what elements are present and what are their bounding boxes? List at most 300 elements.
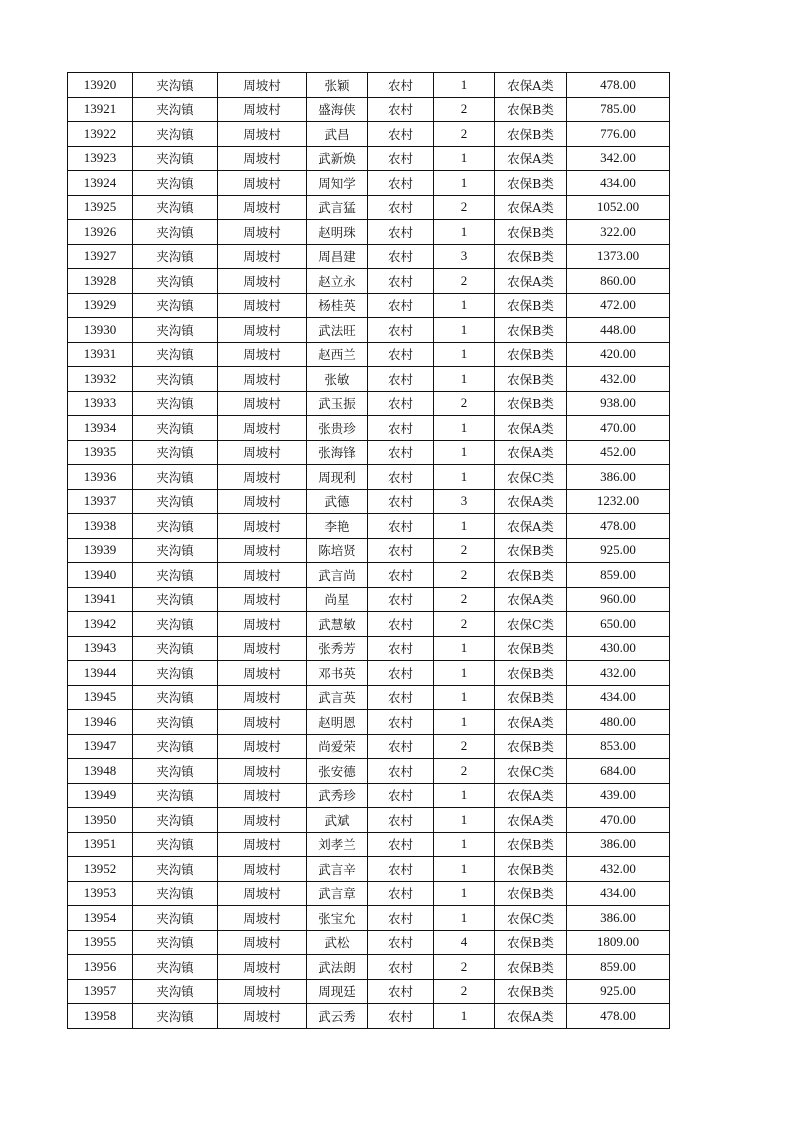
cell-member-count: 1: [434, 661, 495, 686]
cell-insurance-category: 农保A类: [495, 440, 567, 465]
cell-town: 夹沟镇: [133, 685, 218, 710]
cell-household-type: 农村: [368, 391, 434, 416]
cell-insurance-category: 农保A类: [495, 587, 567, 612]
cell-household-type: 农村: [368, 685, 434, 710]
cell-person-name: 周现廷: [307, 979, 368, 1004]
cell-amount: 478.00: [567, 514, 670, 539]
cell-household-type: 农村: [368, 440, 434, 465]
cell-insurance-category: 农保B类: [495, 538, 567, 563]
table-row: [68, 514, 670, 539]
cell-record-id: 13933: [68, 391, 133, 416]
cell-town: 夹沟镇: [133, 318, 218, 343]
cell-member-count: 3: [434, 489, 495, 514]
cell-person-name: 邓书英: [307, 661, 368, 686]
cell-insurance-category: 农保A类: [495, 514, 567, 539]
cell-member-count: 1: [434, 808, 495, 833]
cell-member-count: 1: [434, 465, 495, 490]
cell-amount: 776.00: [567, 122, 670, 147]
cell-village: 周坡村: [218, 783, 307, 808]
table-row: [68, 269, 670, 294]
cell-record-id: 13921: [68, 97, 133, 122]
cell-person-name: 周昌建: [307, 244, 368, 269]
cell-insurance-category: 农保B类: [495, 220, 567, 245]
cell-town: 夹沟镇: [133, 979, 218, 1004]
cell-record-id: 13934: [68, 416, 133, 441]
cell-household-type: 农村: [368, 783, 434, 808]
cell-village: 周坡村: [218, 685, 307, 710]
cell-member-count: 1: [434, 710, 495, 735]
cell-member-count: 4: [434, 930, 495, 955]
cell-record-id: 13938: [68, 514, 133, 539]
cell-record-id: 13939: [68, 538, 133, 563]
cell-member-count: 1: [434, 636, 495, 661]
cell-household-type: 农村: [368, 122, 434, 147]
table-row: [68, 342, 670, 367]
cell-village: 周坡村: [218, 73, 307, 98]
table-row: [68, 587, 670, 612]
cell-household-type: 农村: [368, 612, 434, 637]
cell-person-name: 武言辛: [307, 857, 368, 882]
cell-insurance-category: 农保A类: [495, 146, 567, 171]
cell-member-count: 1: [434, 514, 495, 539]
cell-amount: 430.00: [567, 636, 670, 661]
cell-record-id: 13941: [68, 587, 133, 612]
cell-village: 周坡村: [218, 661, 307, 686]
table-row: [68, 146, 670, 171]
cell-village: 周坡村: [218, 122, 307, 147]
cell-village: 周坡村: [218, 906, 307, 931]
cell-town: 夹沟镇: [133, 661, 218, 686]
cell-household-type: 农村: [368, 146, 434, 171]
data-table: [67, 72, 670, 1029]
table-row: [68, 906, 670, 931]
cell-town: 夹沟镇: [133, 734, 218, 759]
cell-town: 夹沟镇: [133, 563, 218, 588]
cell-person-name: 武法旺: [307, 318, 368, 343]
cell-village: 周坡村: [218, 759, 307, 784]
cell-amount: 439.00: [567, 783, 670, 808]
cell-member-count: 2: [434, 734, 495, 759]
cell-household-type: 农村: [368, 244, 434, 269]
cell-village: 周坡村: [218, 342, 307, 367]
cell-person-name: 武慧敏: [307, 612, 368, 637]
cell-member-count: 1: [434, 783, 495, 808]
table-row: [68, 563, 670, 588]
cell-town: 夹沟镇: [133, 832, 218, 857]
cell-record-id: 13927: [68, 244, 133, 269]
cell-person-name: 张宝允: [307, 906, 368, 931]
table-row: [68, 416, 670, 441]
cell-record-id: 13949: [68, 783, 133, 808]
cell-person-name: 武言英: [307, 685, 368, 710]
cell-record-id: 13923: [68, 146, 133, 171]
cell-town: 夹沟镇: [133, 759, 218, 784]
cell-town: 夹沟镇: [133, 857, 218, 882]
table-body: [68, 73, 670, 1029]
cell-town: 夹沟镇: [133, 73, 218, 98]
cell-person-name: 武言猛: [307, 195, 368, 220]
cell-household-type: 农村: [368, 636, 434, 661]
cell-insurance-category: 农保B类: [495, 563, 567, 588]
cell-amount: 434.00: [567, 881, 670, 906]
cell-village: 周坡村: [218, 220, 307, 245]
cell-household-type: 农村: [368, 661, 434, 686]
table-row: [68, 881, 670, 906]
cell-amount: 386.00: [567, 832, 670, 857]
cell-village: 周坡村: [218, 710, 307, 735]
cell-town: 夹沟镇: [133, 587, 218, 612]
cell-insurance-category: 农保B类: [495, 171, 567, 196]
cell-member-count: 1: [434, 416, 495, 441]
cell-town: 夹沟镇: [133, 881, 218, 906]
cell-record-id: 13924: [68, 171, 133, 196]
table-row: [68, 73, 670, 98]
table-row: [68, 685, 670, 710]
cell-amount: 470.00: [567, 808, 670, 833]
cell-record-id: 13953: [68, 881, 133, 906]
cell-record-id: 13948: [68, 759, 133, 784]
table-row: [68, 220, 670, 245]
cell-village: 周坡村: [218, 563, 307, 588]
cell-record-id: 13931: [68, 342, 133, 367]
cell-member-count: 2: [434, 563, 495, 588]
cell-amount: 478.00: [567, 73, 670, 98]
cell-amount: 785.00: [567, 97, 670, 122]
table-row: [68, 857, 670, 882]
cell-amount: 925.00: [567, 979, 670, 1004]
cell-record-id: 13958: [68, 1004, 133, 1029]
cell-household-type: 农村: [368, 587, 434, 612]
cell-insurance-category: 农保A类: [495, 269, 567, 294]
cell-village: 周坡村: [218, 955, 307, 980]
cell-amount: 480.00: [567, 710, 670, 735]
cell-member-count: 1: [434, 440, 495, 465]
cell-town: 夹沟镇: [133, 612, 218, 637]
cell-person-name: 周现利: [307, 465, 368, 490]
cell-town: 夹沟镇: [133, 122, 218, 147]
table-row: [68, 1004, 670, 1029]
cell-record-id: 13944: [68, 661, 133, 686]
table-row: [68, 440, 670, 465]
cell-town: 夹沟镇: [133, 244, 218, 269]
cell-record-id: 13951: [68, 832, 133, 857]
table-row: [68, 97, 670, 122]
cell-insurance-category: 农保B类: [495, 122, 567, 147]
cell-household-type: 农村: [368, 832, 434, 857]
cell-person-name: 张秀芳: [307, 636, 368, 661]
table-row: [68, 244, 670, 269]
cell-town: 夹沟镇: [133, 391, 218, 416]
cell-member-count: 1: [434, 293, 495, 318]
cell-member-count: 2: [434, 612, 495, 637]
cell-amount: 432.00: [567, 857, 670, 882]
cell-person-name: 武松: [307, 930, 368, 955]
table-row: [68, 930, 670, 955]
cell-record-id: 13955: [68, 930, 133, 955]
cell-insurance-category: 农保B类: [495, 832, 567, 857]
cell-record-id: 13945: [68, 685, 133, 710]
cell-town: 夹沟镇: [133, 465, 218, 490]
cell-amount: 472.00: [567, 293, 670, 318]
cell-amount: 1052.00: [567, 195, 670, 220]
cell-household-type: 农村: [368, 489, 434, 514]
cell-household-type: 农村: [368, 759, 434, 784]
cell-person-name: 尚星: [307, 587, 368, 612]
cell-insurance-category: 农保B类: [495, 734, 567, 759]
cell-insurance-category: 农保B类: [495, 391, 567, 416]
cell-town: 夹沟镇: [133, 930, 218, 955]
cell-person-name: 武言章: [307, 881, 368, 906]
cell-person-name: 赵明恩: [307, 710, 368, 735]
cell-village: 周坡村: [218, 514, 307, 539]
cell-person-name: 武玉振: [307, 391, 368, 416]
cell-household-type: 农村: [368, 538, 434, 563]
cell-insurance-category: 农保B类: [495, 881, 567, 906]
cell-amount: 420.00: [567, 342, 670, 367]
cell-insurance-category: 农保B类: [495, 636, 567, 661]
cell-insurance-category: 农保A类: [495, 489, 567, 514]
cell-amount: 859.00: [567, 955, 670, 980]
cell-member-count: 2: [434, 269, 495, 294]
cell-member-count: 1: [434, 857, 495, 882]
cell-village: 周坡村: [218, 269, 307, 294]
cell-village: 周坡村: [218, 367, 307, 392]
cell-town: 夹沟镇: [133, 171, 218, 196]
cell-person-name: 赵西兰: [307, 342, 368, 367]
cell-village: 周坡村: [218, 244, 307, 269]
cell-household-type: 农村: [368, 97, 434, 122]
cell-village: 周坡村: [218, 465, 307, 490]
cell-member-count: 1: [434, 367, 495, 392]
cell-village: 周坡村: [218, 1004, 307, 1029]
cell-household-type: 农村: [368, 514, 434, 539]
cell-person-name: 张敏: [307, 367, 368, 392]
cell-village: 周坡村: [218, 930, 307, 955]
cell-amount: 470.00: [567, 416, 670, 441]
cell-member-count: 2: [434, 391, 495, 416]
cell-village: 周坡村: [218, 734, 307, 759]
cell-record-id: 13956: [68, 955, 133, 980]
cell-town: 夹沟镇: [133, 342, 218, 367]
cell-village: 周坡村: [218, 636, 307, 661]
cell-person-name: 尚爱荣: [307, 734, 368, 759]
cell-person-name: 武秀珍: [307, 783, 368, 808]
cell-village: 周坡村: [218, 318, 307, 343]
cell-household-type: 农村: [368, 808, 434, 833]
cell-household-type: 农村: [368, 881, 434, 906]
cell-person-name: 赵立永: [307, 269, 368, 294]
cell-insurance-category: 农保C类: [495, 465, 567, 490]
cell-insurance-category: 农保B类: [495, 367, 567, 392]
cell-person-name: 武斌: [307, 808, 368, 833]
cell-household-type: 农村: [368, 416, 434, 441]
cell-member-count: 1: [434, 881, 495, 906]
cell-record-id: 13942: [68, 612, 133, 637]
cell-household-type: 农村: [368, 734, 434, 759]
table-row: [68, 808, 670, 833]
cell-household-type: 农村: [368, 979, 434, 1004]
cell-member-count: 2: [434, 195, 495, 220]
cell-town: 夹沟镇: [133, 710, 218, 735]
cell-village: 周坡村: [218, 489, 307, 514]
cell-amount: 448.00: [567, 318, 670, 343]
cell-amount: 1809.00: [567, 930, 670, 955]
cell-amount: 1232.00: [567, 489, 670, 514]
cell-insurance-category: 农保A类: [495, 1004, 567, 1029]
cell-amount: 960.00: [567, 587, 670, 612]
cell-town: 夹沟镇: [133, 97, 218, 122]
cell-town: 夹沟镇: [133, 367, 218, 392]
cell-village: 周坡村: [218, 195, 307, 220]
cell-town: 夹沟镇: [133, 808, 218, 833]
cell-member-count: 1: [434, 73, 495, 98]
cell-member-count: 1: [434, 906, 495, 931]
cell-household-type: 农村: [368, 930, 434, 955]
cell-amount: 859.00: [567, 563, 670, 588]
cell-record-id: 13943: [68, 636, 133, 661]
table-row: [68, 734, 670, 759]
cell-town: 夹沟镇: [133, 220, 218, 245]
cell-amount: 650.00: [567, 612, 670, 637]
cell-insurance-category: 农保C类: [495, 759, 567, 784]
cell-village: 周坡村: [218, 293, 307, 318]
cell-person-name: 陈培贤: [307, 538, 368, 563]
cell-amount: 432.00: [567, 661, 670, 686]
cell-town: 夹沟镇: [133, 906, 218, 931]
cell-record-id: 13928: [68, 269, 133, 294]
cell-town: 夹沟镇: [133, 538, 218, 563]
cell-insurance-category: 农保A类: [495, 73, 567, 98]
cell-amount: 386.00: [567, 906, 670, 931]
table-row: [68, 832, 670, 857]
cell-household-type: 农村: [368, 269, 434, 294]
cell-person-name: 张贵珍: [307, 416, 368, 441]
cell-member-count: 2: [434, 759, 495, 784]
cell-record-id: 13950: [68, 808, 133, 833]
cell-household-type: 农村: [368, 710, 434, 735]
cell-amount: 434.00: [567, 685, 670, 710]
cell-village: 周坡村: [218, 808, 307, 833]
table-row: [68, 367, 670, 392]
cell-amount: 860.00: [567, 269, 670, 294]
cell-member-count: 1: [434, 220, 495, 245]
cell-town: 夹沟镇: [133, 269, 218, 294]
cell-insurance-category: 农保B类: [495, 979, 567, 1004]
cell-member-count: 1: [434, 318, 495, 343]
cell-person-name: 杨桂英: [307, 293, 368, 318]
cell-insurance-category: 农保A类: [495, 416, 567, 441]
cell-person-name: 刘孝兰: [307, 832, 368, 857]
cell-person-name: 赵明珠: [307, 220, 368, 245]
cell-town: 夹沟镇: [133, 489, 218, 514]
cell-household-type: 农村: [368, 563, 434, 588]
cell-town: 夹沟镇: [133, 195, 218, 220]
cell-village: 周坡村: [218, 587, 307, 612]
cell-member-count: 1: [434, 146, 495, 171]
cell-insurance-category: 农保B类: [495, 685, 567, 710]
cell-village: 周坡村: [218, 391, 307, 416]
cell-village: 周坡村: [218, 612, 307, 637]
table-row: [68, 122, 670, 147]
cell-household-type: 农村: [368, 857, 434, 882]
cell-person-name: 周知学: [307, 171, 368, 196]
cell-village: 周坡村: [218, 146, 307, 171]
cell-record-id: 13936: [68, 465, 133, 490]
cell-village: 周坡村: [218, 881, 307, 906]
cell-person-name: 武新焕: [307, 146, 368, 171]
cell-amount: 1373.00: [567, 244, 670, 269]
cell-household-type: 农村: [368, 367, 434, 392]
cell-record-id: 13920: [68, 73, 133, 98]
cell-household-type: 农村: [368, 955, 434, 980]
table-row: [68, 391, 670, 416]
cell-insurance-category: 农保B类: [495, 661, 567, 686]
cell-amount: 853.00: [567, 734, 670, 759]
cell-amount: 925.00: [567, 538, 670, 563]
cell-member-count: 1: [434, 342, 495, 367]
cell-town: 夹沟镇: [133, 440, 218, 465]
cell-town: 夹沟镇: [133, 636, 218, 661]
cell-person-name: 武昌: [307, 122, 368, 147]
cell-insurance-category: 农保B类: [495, 318, 567, 343]
cell-household-type: 农村: [368, 1004, 434, 1029]
table-row: [68, 538, 670, 563]
cell-town: 夹沟镇: [133, 783, 218, 808]
cell-amount: 322.00: [567, 220, 670, 245]
cell-village: 周坡村: [218, 440, 307, 465]
cell-record-id: 13946: [68, 710, 133, 735]
cell-member-count: 1: [434, 1004, 495, 1029]
cell-town: 夹沟镇: [133, 293, 218, 318]
cell-member-count: 2: [434, 122, 495, 147]
cell-member-count: 2: [434, 97, 495, 122]
cell-member-count: 2: [434, 538, 495, 563]
table-row: [68, 465, 670, 490]
cell-insurance-category: 农保A类: [495, 710, 567, 735]
cell-person-name: 武云秀: [307, 1004, 368, 1029]
table-row: [68, 759, 670, 784]
table-row: [68, 979, 670, 1004]
cell-household-type: 农村: [368, 171, 434, 196]
cell-household-type: 农村: [368, 220, 434, 245]
cell-record-id: 13952: [68, 857, 133, 882]
cell-village: 周坡村: [218, 979, 307, 1004]
cell-record-id: 13935: [68, 440, 133, 465]
table-row: [68, 195, 670, 220]
table-row: [68, 783, 670, 808]
cell-household-type: 农村: [368, 465, 434, 490]
cell-household-type: 农村: [368, 73, 434, 98]
table-row: [68, 661, 670, 686]
cell-person-name: 盛海侠: [307, 97, 368, 122]
cell-record-id: 13940: [68, 563, 133, 588]
cell-insurance-category: 农保A类: [495, 783, 567, 808]
table-row: [68, 636, 670, 661]
cell-record-id: 13954: [68, 906, 133, 931]
cell-member-count: 1: [434, 832, 495, 857]
cell-household-type: 农村: [368, 195, 434, 220]
cell-village: 周坡村: [218, 416, 307, 441]
cell-amount: 478.00: [567, 1004, 670, 1029]
cell-person-name: 张颖: [307, 73, 368, 98]
table-row: [68, 293, 670, 318]
cell-member-count: 2: [434, 587, 495, 612]
cell-insurance-category: 农保B类: [495, 293, 567, 318]
cell-insurance-category: 农保B类: [495, 857, 567, 882]
cell-village: 周坡村: [218, 538, 307, 563]
cell-member-count: 1: [434, 685, 495, 710]
cell-amount: 342.00: [567, 146, 670, 171]
